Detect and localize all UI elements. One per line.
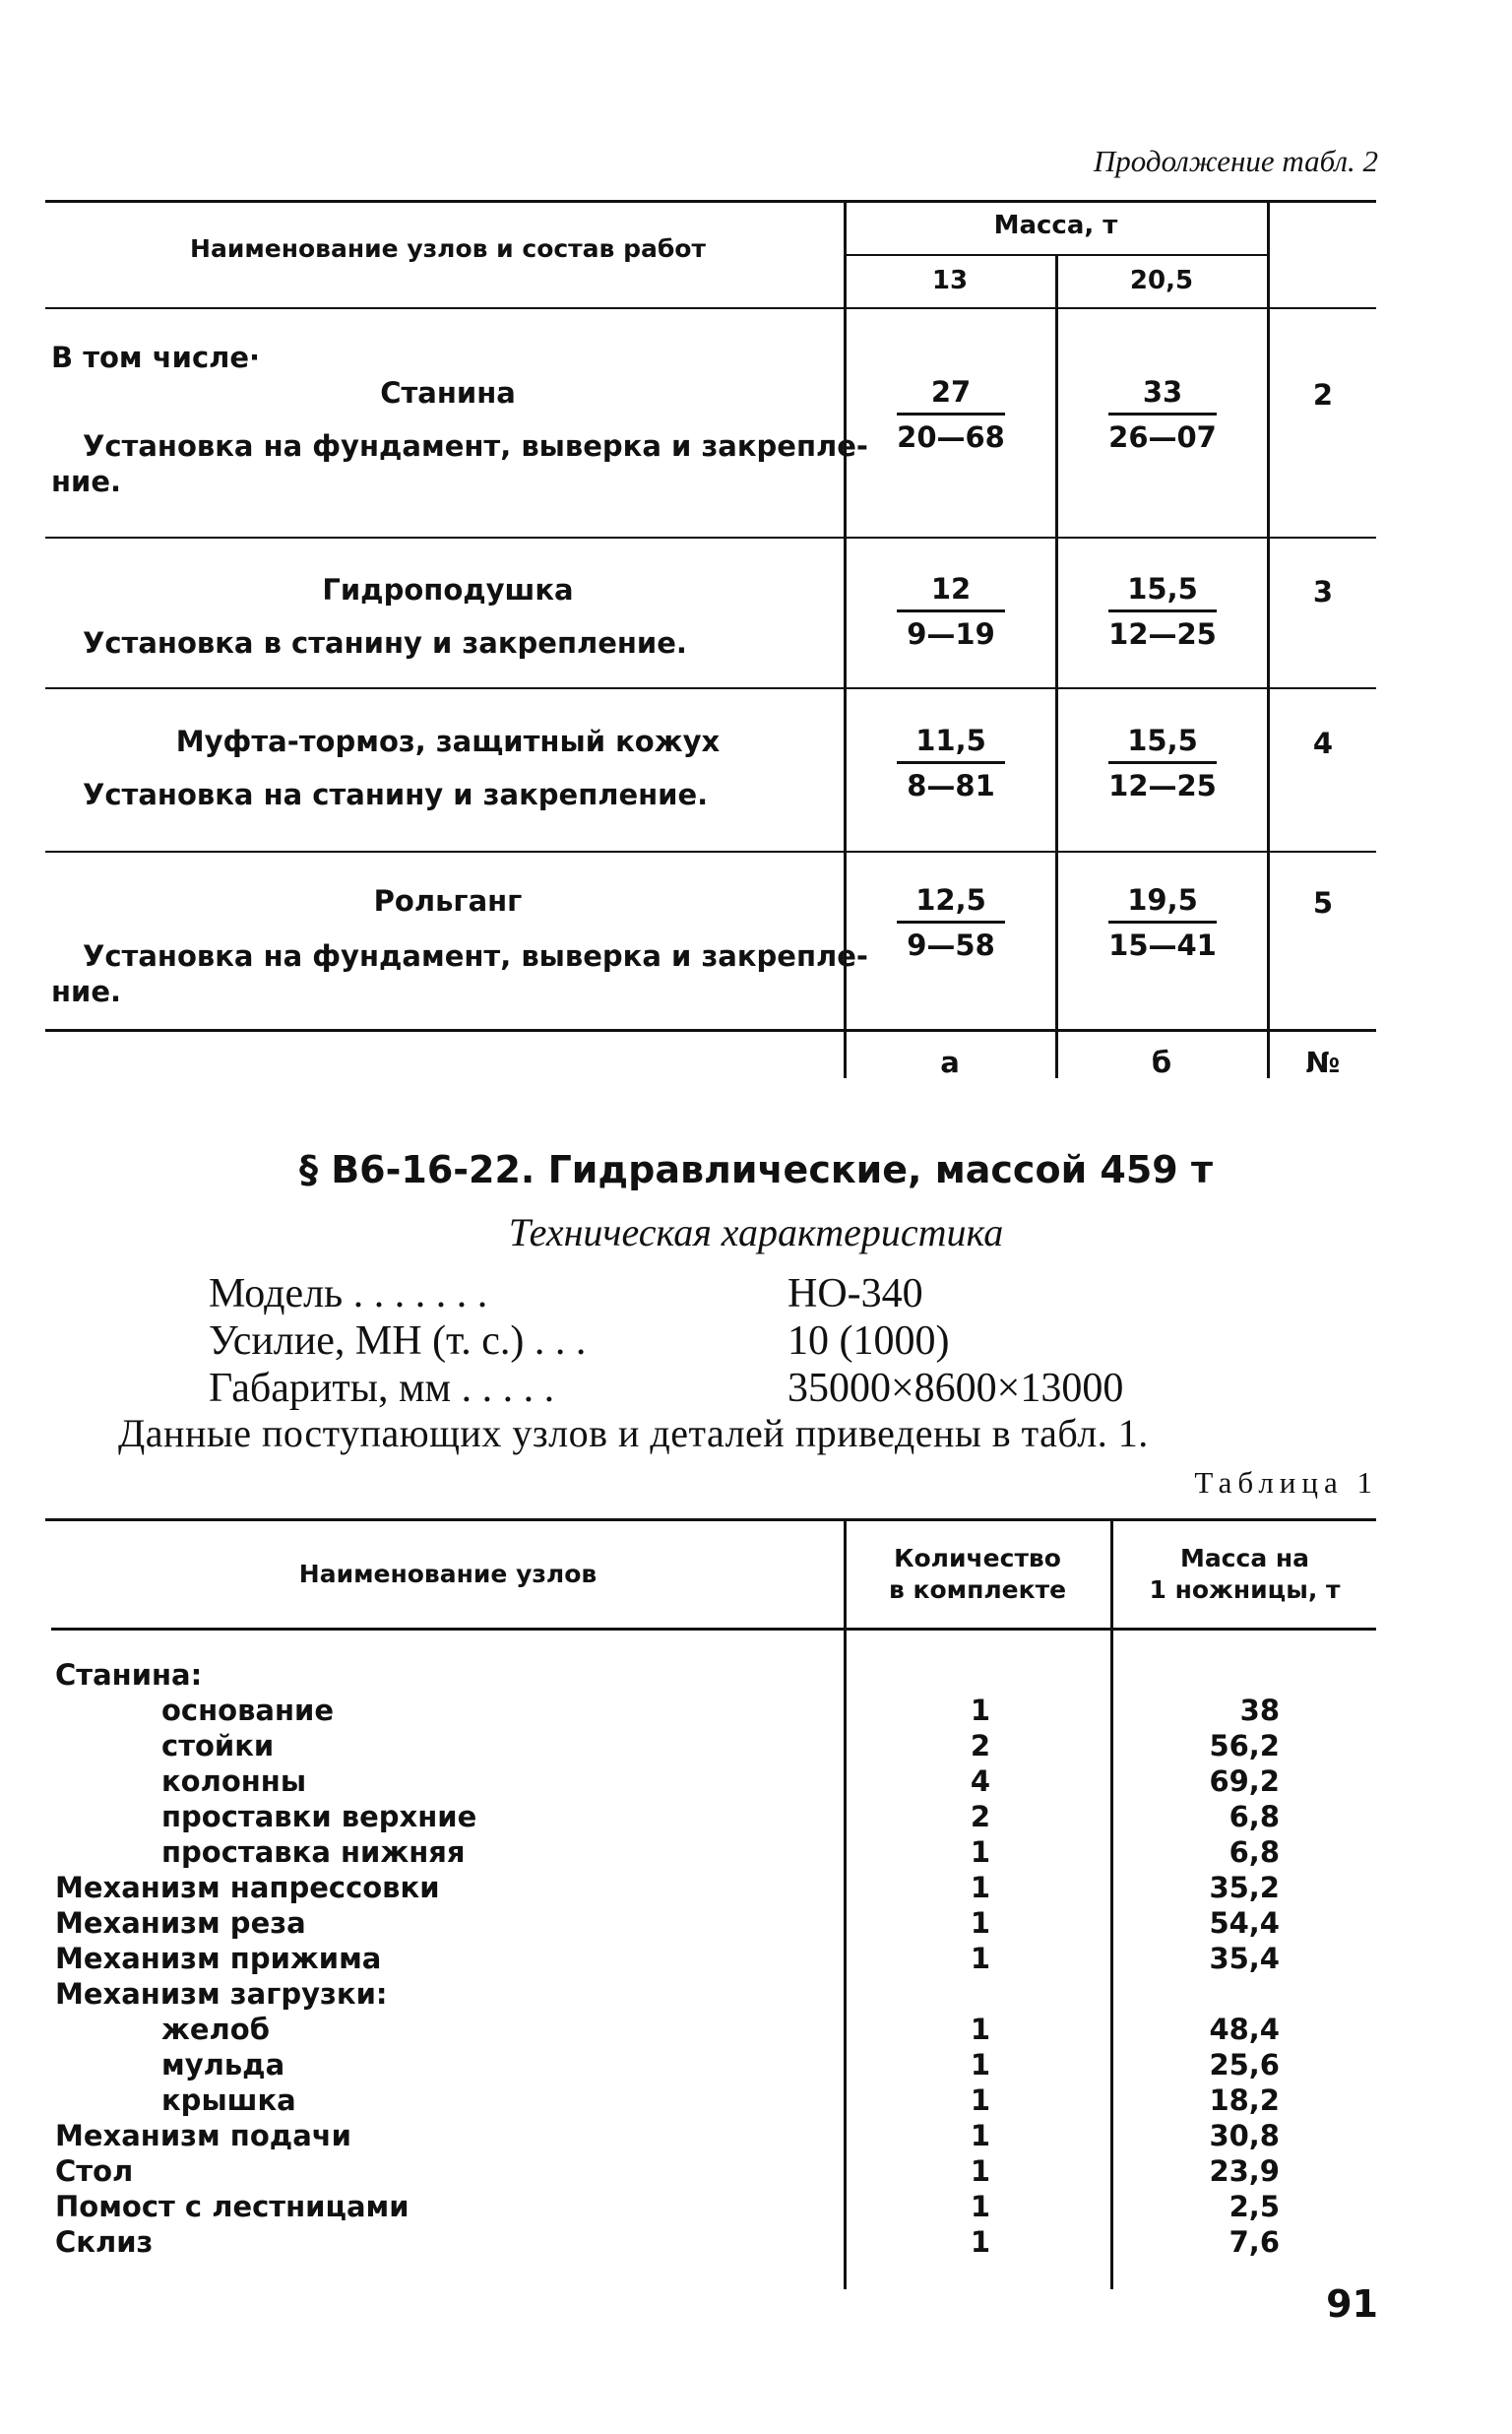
table1-row-qty: 1 [970, 2083, 991, 2117]
table1-row-qty: 1 [970, 1694, 991, 1727]
value-b-num: 33 [1108, 378, 1217, 416]
table1-row-qty: 1 [970, 2154, 991, 2188]
table1-row-qty: 1 [970, 2190, 991, 2223]
table1-row-name: Механизм подачи [55, 2119, 351, 2152]
table1-row-name: крышка [161, 2083, 296, 2117]
table1-caption: Таблица 1 [1194, 1465, 1378, 1500]
table2-row-rule-2 [45, 687, 1376, 689]
table1-row-mass: 6,8 [1228, 1835, 1280, 1869]
table2-footer-a: а [940, 1046, 960, 1079]
table2-body-vline-3 [1267, 310, 1270, 1078]
table2-row3-value-b [1084, 724, 1241, 802]
value-a-den: 9—19 [907, 617, 995, 651]
table1-row-mass: 56,2 [1209, 1729, 1280, 1762]
table2-row1-value-b [1084, 375, 1241, 454]
table2-row3-value-a [872, 724, 1030, 802]
table1-row-name: проставка нижняя [161, 1835, 466, 1869]
table2-row4-work2: ние. [51, 975, 122, 1008]
table1-row-mass: 54,4 [1209, 1906, 1280, 1940]
table2-row3-title: Муфта-тормоз, защитный кожух [175, 725, 721, 758]
table1-row-name: Механизм напрессовки [55, 1871, 440, 1904]
value-b-num: 15,5 [1108, 727, 1217, 764]
value-b-num: 19,5 [1108, 886, 1217, 924]
table2-row3-work: Установка на станину и закрепление. [83, 778, 709, 811]
section-subheading: Техническая характеристика [508, 1210, 1004, 1254]
table2-row2-no: 3 [1312, 575, 1334, 608]
table2-row-rule-1 [45, 537, 1376, 539]
table1-row-name: колонны [161, 1764, 307, 1798]
spec-model-label: Модель . . . . . . . [209, 1271, 488, 1316]
table2-bottom-rule [45, 1029, 1376, 1032]
section-note: Данные поступающих узлов и деталей приведены в табл. 1. [118, 1411, 1149, 1455]
table1-row-mass: 7,6 [1228, 2225, 1280, 2259]
table1-row-name: Стол [55, 2154, 134, 2188]
table1-row-name: Помост с лестницами [55, 2190, 410, 2223]
table2-row2-title: Гидроподушка [322, 573, 574, 607]
spec-force-value: 10 (1000) [788, 1318, 950, 1364]
table2-footer-no: № [1305, 1046, 1341, 1079]
table1-row-mass: 48,4 [1209, 2013, 1280, 2046]
table1-header-mass-1: Масса на [1179, 1544, 1310, 1572]
section-heading: § В6-16-22. Гидравлические, массой 459 т [298, 1148, 1213, 1191]
table1-row-qty: 1 [970, 2013, 991, 2046]
table1-header-qty-2: в комплекте [888, 1575, 1067, 1604]
table1-row-mass: 38 [1239, 1694, 1280, 1727]
table2-row1-title: Станина [380, 376, 516, 410]
table1-row-name: Механизм прижима [55, 1942, 382, 1975]
value-a-num: 12,5 [897, 886, 1005, 924]
table1-header-qty-1: Количество [894, 1544, 1061, 1572]
table1-row-qty: 2 [970, 1800, 991, 1833]
table2-row1-prefix: В том числе· [51, 341, 261, 374]
table1-row-qty: 1 [970, 1835, 991, 1869]
table1-row-mass: 18,2 [1209, 2083, 1280, 2117]
table2-row1-no: 2 [1312, 378, 1334, 412]
table2-row4-value-a [872, 883, 1030, 962]
table2-row3-no: 4 [1312, 727, 1334, 760]
table2-mass-col-a: 13 [931, 266, 969, 295]
table2-row1-value-a [872, 375, 1030, 454]
table2-vline-2 [1267, 200, 1270, 310]
table2-row4-no: 5 [1312, 886, 1334, 920]
table2-row1-work2: ние. [51, 465, 122, 498]
table1-header-name: Наименование узлов [298, 1560, 598, 1588]
table1-row-qty: 1 [970, 2225, 991, 2259]
table1-row-name: Станина: [55, 1658, 203, 1692]
table1-row-name: основание [161, 1694, 335, 1727]
table1-row-mass: 6,8 [1228, 1800, 1280, 1833]
table1-row-qty: 1 [970, 2048, 991, 2082]
table1-row-mass: 69,2 [1209, 1764, 1280, 1798]
table2-row4-title: Рольганг [373, 884, 523, 918]
table2-footer-b: б [1151, 1046, 1172, 1079]
value-a-den: 9—58 [907, 929, 995, 962]
value-b-den: 12—25 [1108, 769, 1217, 802]
table1-row-name: стойки [161, 1729, 275, 1762]
table1-row-name: Механизм загрузки: [55, 1977, 388, 2011]
table1-row-name: желоб [161, 2013, 270, 2046]
value-a-num: 11,5 [897, 727, 1005, 764]
table2-body-vline-1 [844, 310, 847, 1029]
table2-body-vline-2 [1055, 310, 1058, 1078]
table2-row4-value-b [1084, 883, 1241, 962]
table1-top-rule [45, 1518, 1376, 1521]
table2-mass-col-b: 20,5 [1129, 266, 1194, 295]
table2-row2-work: Установка в станину и закрепление. [83, 626, 687, 660]
spec-model-value: НО-340 [788, 1271, 923, 1316]
value-b-den: 15—41 [1108, 929, 1217, 962]
table1-row-mass: 30,8 [1209, 2119, 1280, 2152]
table1-row-qty: 1 [970, 2119, 991, 2152]
table1-vline-1 [844, 1521, 847, 2289]
table1-row-name: Склиз [55, 2225, 154, 2259]
value-b-den: 26—07 [1108, 420, 1217, 454]
table2-header-rule [45, 307, 1376, 309]
table1-row-name: мульда [161, 2048, 285, 2082]
value-a-num: 12 [897, 575, 1005, 612]
table1-header-mass-2: 1 ножницы, т [1149, 1575, 1341, 1604]
table2-top-rule [45, 200, 1376, 203]
value-b-num: 15,5 [1108, 575, 1217, 612]
value-a-den: 8—81 [907, 769, 995, 802]
spec-dims-label: Габариты, мм . . . . . [209, 1366, 555, 1411]
value-a-den: 20—68 [897, 420, 1005, 454]
table1-vline-2 [1110, 1521, 1113, 2289]
table2-row2-value-b [1084, 572, 1241, 651]
continuation-caption: Продолжение табл. 2 [1093, 144, 1378, 178]
table1-row-mass: 35,2 [1209, 1871, 1280, 1904]
value-b-den: 12—25 [1108, 617, 1217, 651]
table1-row-qty: 4 [970, 1764, 991, 1798]
table1-row-mass: 35,4 [1209, 1942, 1280, 1975]
spec-dims-value: 35000×8600×13000 [788, 1366, 1124, 1411]
table2-row2-value-a [872, 572, 1030, 651]
table2-header-mass: Масса, т [993, 211, 1118, 240]
table2-row1-work: Установка на фундамент, выверка и закрепле- [83, 429, 868, 463]
table2-row-rule-3 [45, 851, 1376, 853]
table1-header-rule [51, 1628, 1376, 1631]
table1-row-mass: 2,5 [1228, 2190, 1280, 2223]
spec-force-label: Усилие, МН (т. с.) . . . [209, 1318, 587, 1364]
table1-row-qty: 2 [970, 1729, 991, 1762]
value-a-num: 27 [897, 378, 1005, 416]
table2-header-name: Наименование узлов и состав работ [190, 234, 706, 263]
table1-row-name: Механизм реза [55, 1906, 306, 1940]
page-number: 91 [1326, 2282, 1378, 2326]
table1-row-mass: 23,9 [1209, 2154, 1280, 2188]
table1-row-qty: 1 [970, 1871, 991, 1904]
table1-row-qty: 1 [970, 1942, 991, 1975]
table2-row4-work: Установка на фундамент, выверка и закрепле- [83, 939, 868, 973]
table1-row-name: проставки верхние [161, 1800, 477, 1833]
table1-row-mass: 25,6 [1209, 2048, 1280, 2082]
table1-row-qty: 1 [970, 1906, 991, 1940]
